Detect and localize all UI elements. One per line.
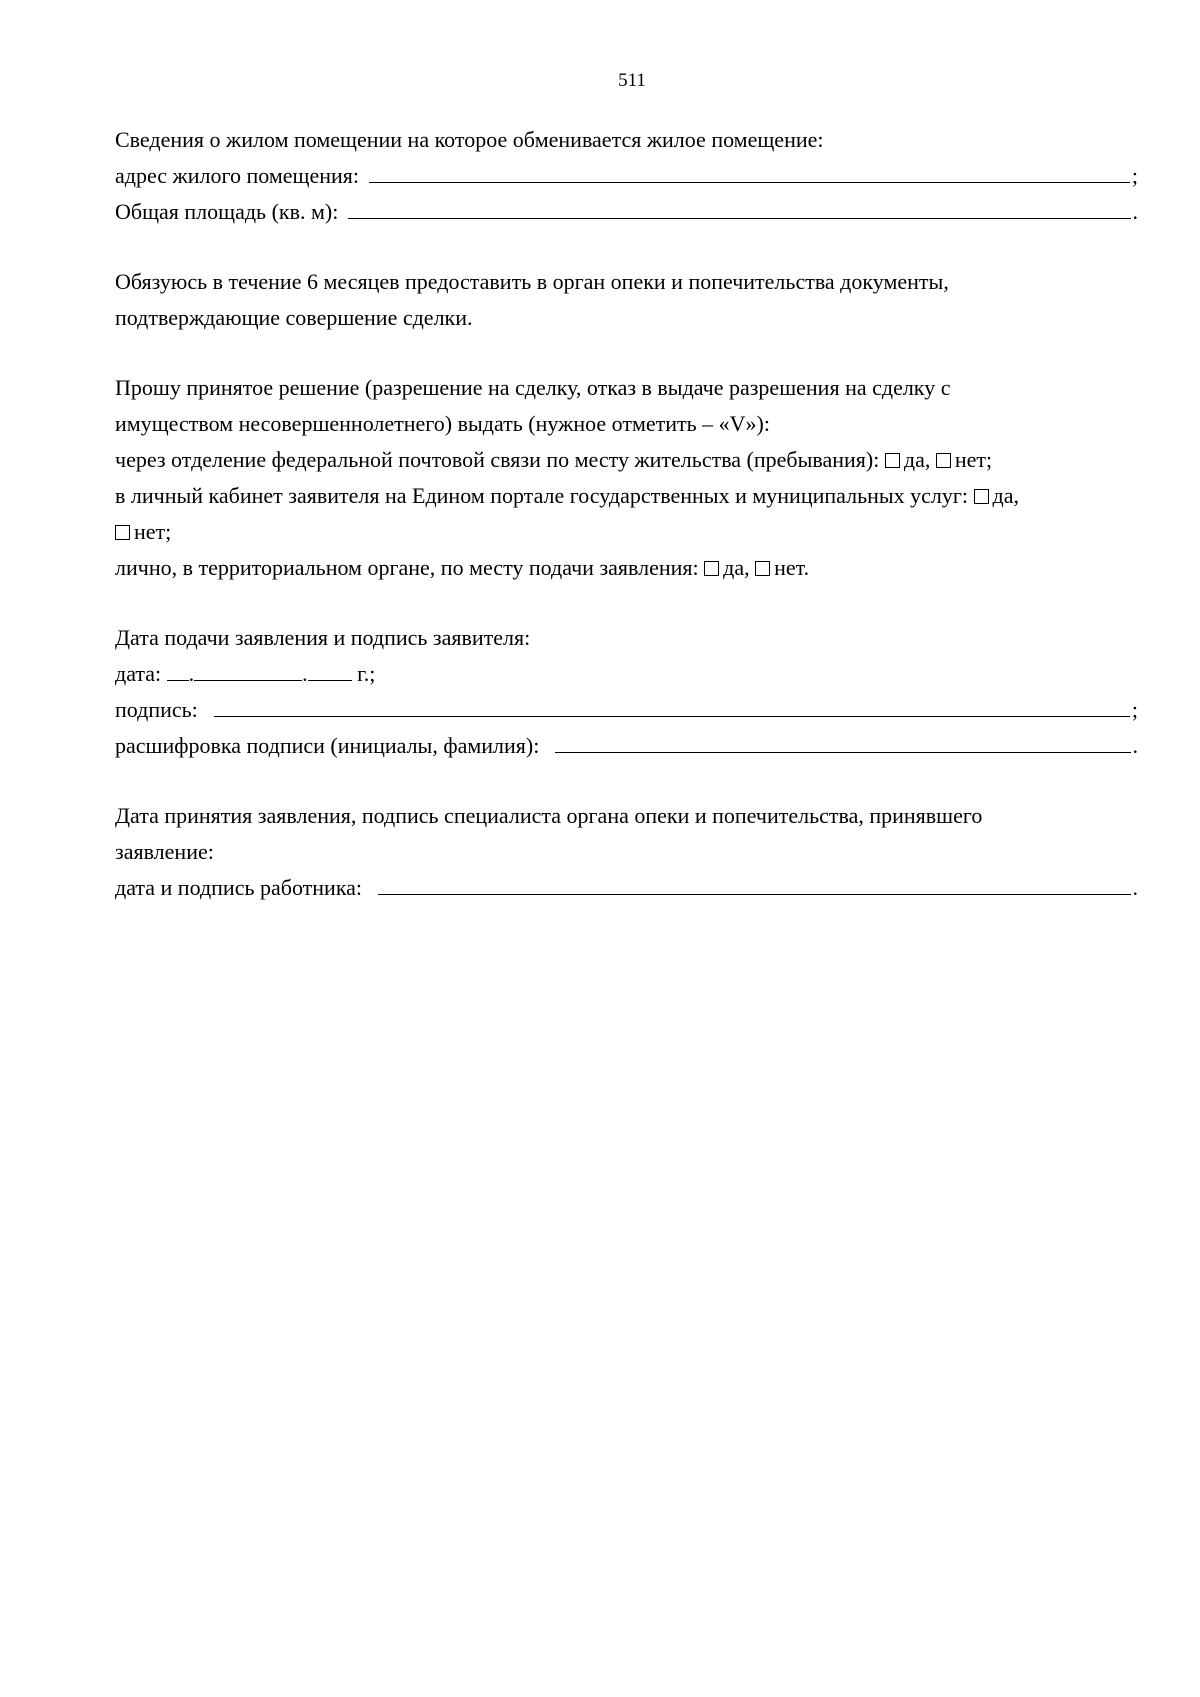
decoding-label: расшифровка подписи (инициалы, фамилия): bbox=[115, 733, 540, 758]
obligation-line-2: подтверждающие совершение сделки. bbox=[115, 305, 473, 330]
address-label: адрес жилого помещения: bbox=[115, 163, 359, 188]
decoding-end: . bbox=[1132, 733, 1138, 758]
postal-no-checkbox-icon[interactable] bbox=[936, 453, 951, 468]
portal-yes-label: да, bbox=[992, 483, 1020, 508]
postal-no-label: нет; bbox=[954, 447, 993, 472]
signature-field-row bbox=[115, 692, 1138, 728]
delivery-line-1: Прошу принятое решение (разрешение на сделку, отказ в выдаче разрешения на сделку с bbox=[115, 375, 951, 400]
personal-no-label: нет. bbox=[774, 555, 810, 580]
specialist-line-2: заявление: bbox=[115, 839, 214, 864]
personal-yes-checkbox-icon[interactable] bbox=[704, 561, 719, 576]
spacer bbox=[115, 336, 1138, 370]
specialist-line-1: Дата принятия заявления, подпись специалиста органа опеки и попечительства, принявшего bbox=[115, 803, 983, 828]
decoding-field-row bbox=[115, 728, 1138, 764]
applicant-heading: Дата подачи заявления и подпись заявителя: bbox=[115, 625, 531, 650]
obligation-line-1: Обязуюсь в течение 6 месяцев предоставить в орган опеки и попечительства документы, bbox=[115, 269, 949, 294]
postal-option-label: через отделение федеральной почтовой связи по месту жительства (пребывания): bbox=[115, 447, 880, 472]
portal-no-label: нет; bbox=[134, 519, 172, 544]
portal-option-label: в личный кабинет заявителя на Едином портале государственных и муниципальных услуг: bbox=[115, 483, 969, 508]
portal-no-checkbox-icon[interactable] bbox=[115, 525, 130, 540]
date-suffix: г.; bbox=[357, 661, 376, 686]
postal-option-row bbox=[115, 442, 1138, 478]
personal-yes-label: да, bbox=[723, 555, 750, 580]
address-blank[interactable] bbox=[369, 160, 1130, 183]
personal-option-label: лично, в территориальном органе, по месту подачи заявления: bbox=[115, 555, 699, 580]
date-month-blank[interactable] bbox=[194, 660, 302, 681]
form-content bbox=[115, 122, 1138, 906]
signature-label: подпись: bbox=[115, 697, 198, 722]
area-blank[interactable] bbox=[348, 196, 1130, 219]
exchange-heading: Сведения о жилом помещении на которое обменивается жилое помещение: bbox=[115, 127, 824, 152]
personal-no-checkbox-icon[interactable] bbox=[755, 561, 770, 576]
page-number: 511 bbox=[618, 70, 646, 91]
personal-option-row bbox=[115, 550, 1138, 586]
decoding-blank[interactable] bbox=[555, 730, 1130, 753]
date-separator: . bbox=[188, 661, 195, 686]
address-end: ; bbox=[1131, 163, 1138, 188]
delivery-line-2: имуществом несовершеннолетнего) выдать (нужное отметить – «V»): bbox=[115, 411, 770, 436]
address-field-row bbox=[115, 158, 1138, 194]
date-label: дата: bbox=[115, 661, 162, 686]
signature-blank[interactable] bbox=[214, 694, 1130, 717]
date-year-blank[interactable] bbox=[308, 660, 352, 681]
worker-field-row bbox=[115, 870, 1138, 906]
worker-blank[interactable] bbox=[378, 872, 1130, 895]
spacer bbox=[115, 586, 1138, 620]
spacer bbox=[115, 764, 1138, 798]
signature-end: ; bbox=[1131, 697, 1138, 722]
spacer bbox=[115, 230, 1138, 264]
worker-end: . bbox=[1132, 875, 1138, 900]
area-field-row bbox=[115, 194, 1138, 230]
date-separator: . bbox=[302, 661, 308, 686]
area-end: . bbox=[1132, 199, 1138, 224]
portal-option-row-continued bbox=[115, 514, 1138, 550]
postal-yes-label: да, bbox=[903, 447, 931, 472]
date-field-row bbox=[115, 656, 1138, 692]
area-label: Общая площадь (кв. м): bbox=[115, 199, 339, 224]
portal-option-row bbox=[115, 478, 1138, 514]
portal-yes-checkbox-icon[interactable] bbox=[974, 489, 989, 504]
worker-label: дата и подпись работника: bbox=[115, 875, 363, 900]
date-day-blank[interactable] bbox=[167, 660, 189, 681]
postal-yes-checkbox-icon[interactable] bbox=[885, 453, 900, 468]
